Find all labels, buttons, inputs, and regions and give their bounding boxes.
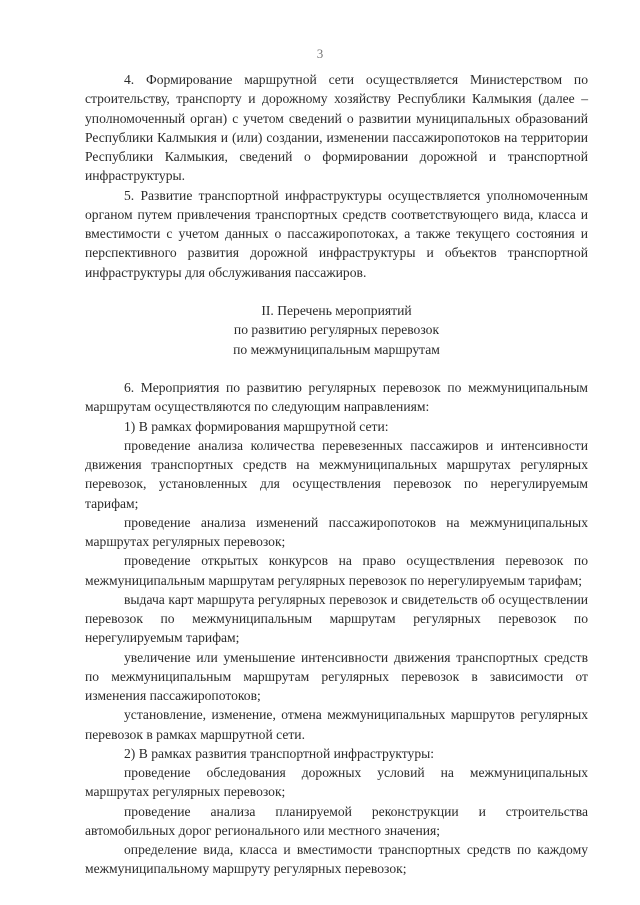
list-item: определение вида, класса и вместимости транспортных средств по каждому межмуниципальному маршруту регулярных перевозок; (85, 842, 588, 877)
subsection-1-title: 1) В рамках формирования маршрутной сети: (124, 418, 389, 434)
section-heading-line-3: по межмуниципальным маршрутам (233, 341, 440, 357)
paragraph-4: 4. Формирование маршрутной сети осуществляется Министерством по строительству, транспорту и дорожному хозяйству Республики Калмыкия (далее – уполномоченный орган) с учетом сведений о развитии муниципальных образований Республики Калмыкия и (или) создании, изменении пассажиропотоков на территории Республики Калмыкия, сведений о формировании дорожной и транспортной инфраструктуры. (85, 72, 588, 184)
section-heading-line-1: II. Перечень мероприятий (261, 303, 412, 318)
document-body (85, 70, 588, 879)
spacer (85, 282, 588, 301)
paragraph-6: 6. Мероприятия по развитию регулярных перевозок по межмуниципальным маршрутам осуществляются по следующим направлениям: (85, 380, 588, 415)
list-item: проведение анализа планируемой реконструкции и строительства автомобильных дорог регионального или местного значения; (85, 803, 588, 838)
list-item: проведение анализа изменений пассажиропотоков на межмуниципальных маршрутах регулярных перевозок; (85, 514, 588, 549)
subsection-2-title: 2) В рамках развития транспортной инфраструктуры: (124, 745, 435, 761)
paragraph-5: 5. Развитие транспортной инфраструктуры осуществляется уполномоченным органом путем привлечения транспортных средств соответствующего вида, класса и вместимости с учетом данных о пассажиропотоках, а также текущего состояния и перспективного развития дорожной инфраструктуры и объектов транспортной инфраструктуры для обслуживания пассажиров. (85, 187, 588, 280)
page-number: 3 (316, 46, 324, 61)
list-item: проведение открытых конкурсов на право осуществления перевозок по межмуниципальным маршрутам регулярных перевозок по нерегулируемым тарифам; (85, 553, 588, 588)
list-item: выдача карт маршрута регулярных перевозок и свидетельств об осуществлении перевозок по межмуниципальным маршрутам регулярных перевозок по нерегулируемым тарифам; (85, 591, 588, 646)
section-heading-line-2: по развитию регулярных перевозок (233, 322, 440, 338)
list-item: увеличение или уменьшение интенсивности движения транспортных средств по межмуниципальным маршрутам регулярных перевозок в зависимости от изменения пассажиропотоков; (85, 649, 588, 703)
spacer (85, 359, 588, 378)
list-item: проведение анализа количества перевезенных пассажиров и интенсивности движения транспортных средств на межмуниципальных маршрутах регулярных перевозок, установленных для осуществления перевозок по нерегулируемым тарифам; (85, 437, 588, 511)
section-heading (85, 301, 588, 359)
list-item: установление, изменение, отмена межмуниципальных маршрутов регулярных перевозок в рамках маршрутной сети. (85, 707, 588, 742)
list-item: проведение обследования дорожных условий на межмуниципальных маршрутах регулярных перевозок; (85, 765, 588, 800)
